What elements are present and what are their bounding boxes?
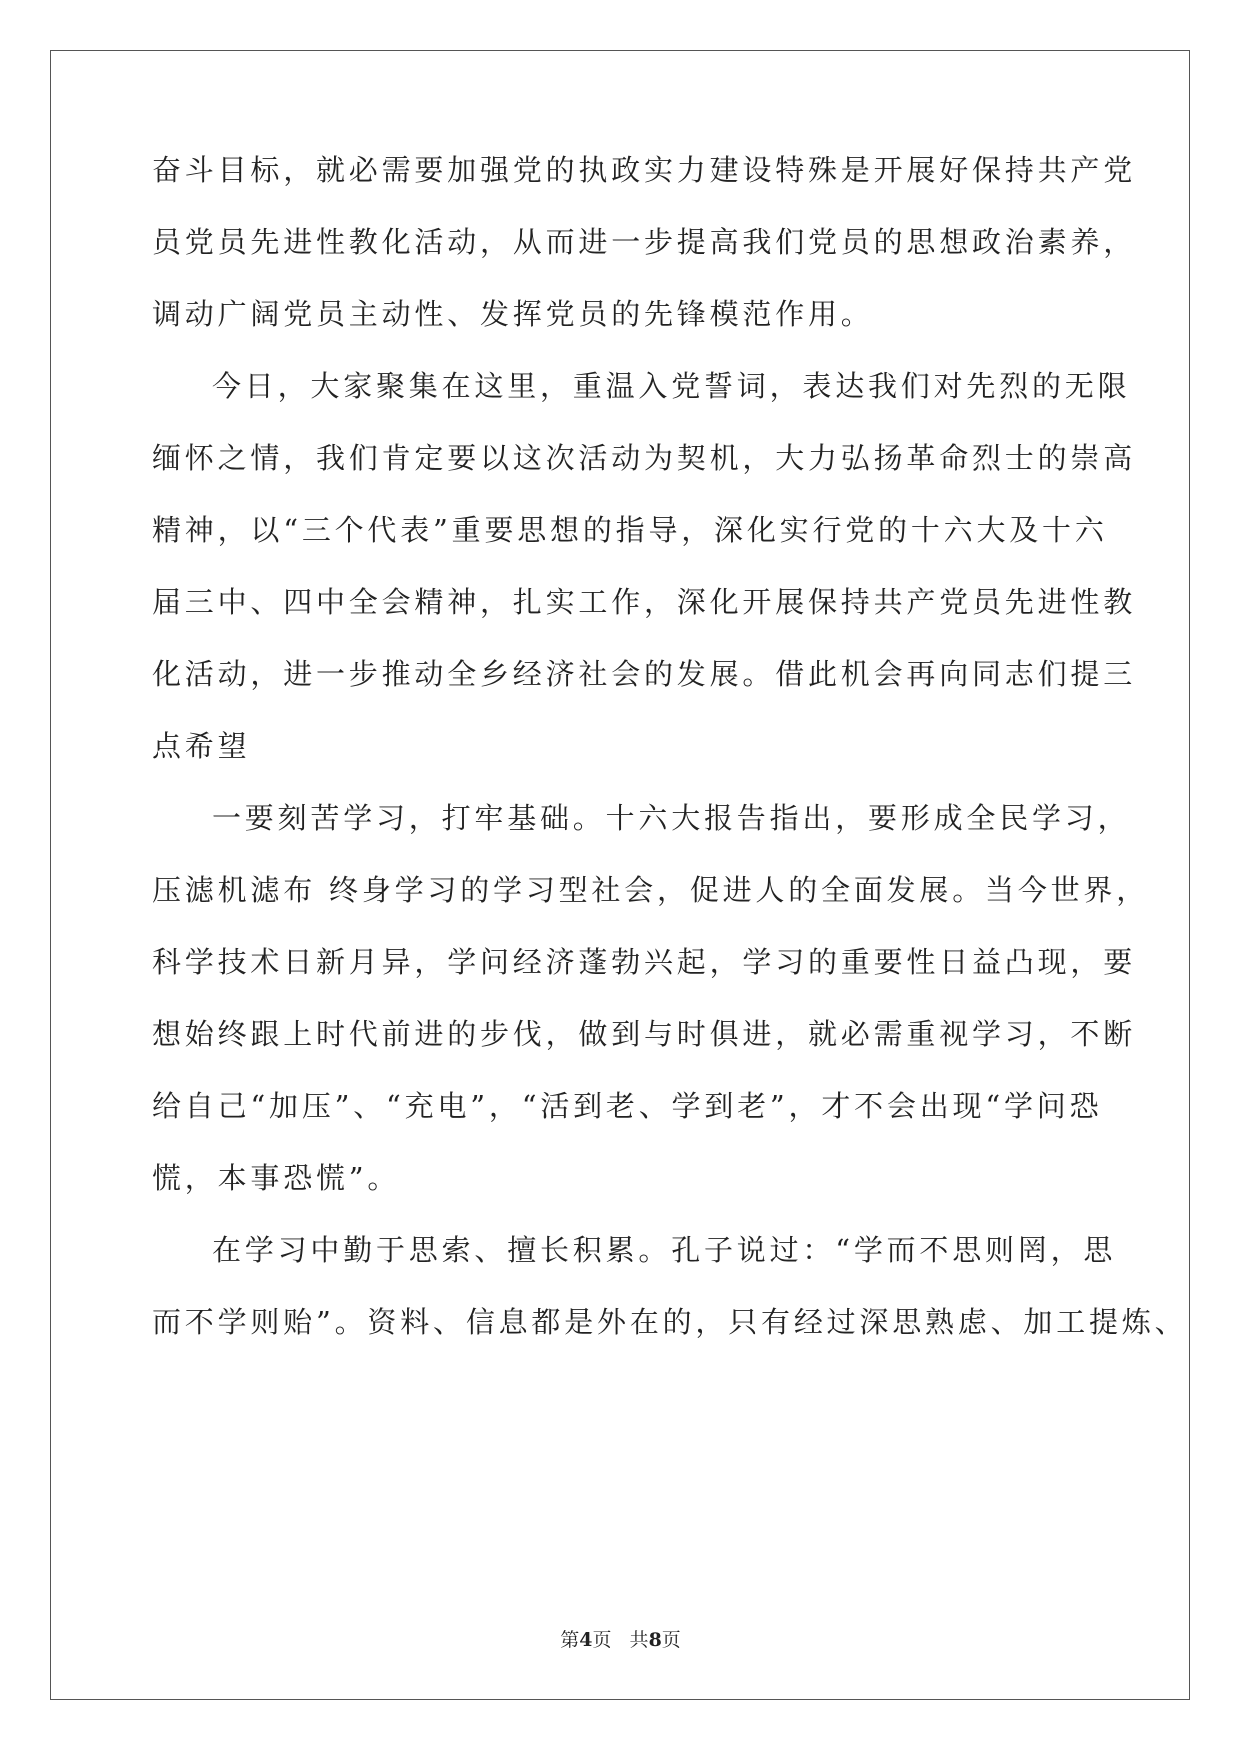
text-line: 慌，本事恐慌”。 bbox=[152, 1161, 401, 1195]
text-line: 化活动，进一步推动全乡经济社会的发展。借此机会再向同志们提三 bbox=[152, 657, 1137, 691]
footer-prefix: 第 bbox=[560, 1629, 580, 1651]
text-line: 员党员先进性教化活动，从而进一步提高我们党员的思想政治素养， bbox=[152, 225, 1137, 259]
paragraph-first-line: 在学习中勤于思索、擅长积累。孔子说过：“学而不思则罔，思 bbox=[212, 1233, 1117, 1267]
paragraph-first-line: 一要刻苦学习，打牢基础。十六大报告指出，要形成全民学习， bbox=[212, 801, 1131, 835]
text-line: 点希望 bbox=[152, 729, 251, 763]
page-footer bbox=[0, 1628, 1241, 1652]
text-line: 缅怀之情，我们肯定要以这次活动为契机，大力弘扬革命烈士的崇高 bbox=[152, 441, 1137, 475]
text-line: 届三中、四中全会精神，扎实工作，深化开展保持共产党员先进性教 bbox=[152, 585, 1137, 619]
text-line: 想始终跟上时代前进的步伐，做到与时俱进，就必需重视学习，不断 bbox=[152, 1017, 1137, 1051]
total-pages-number: 8 bbox=[648, 1629, 662, 1651]
text-line: 压滤机滤布 终身学习的学习型社会，促进人的全面发展。当今世界， bbox=[152, 873, 1150, 907]
paragraph-first-line: 今日，大家聚集在这里，重温入党誓词，表达我们对先烈的无限 bbox=[212, 369, 1131, 403]
text-line: 给自己“加压”、“充电”，“活到老、学到老”，才不会出现“学问恐 bbox=[152, 1089, 1103, 1123]
text-line: 科学技术日新月异，学问经济蓬勃兴起，学习的重要性日益凸现，要 bbox=[152, 945, 1137, 979]
text-line: 调动广阔党员主动性、发挥党员的先锋模范作用。 bbox=[152, 297, 874, 331]
text-line: 而不学则贻”。资料、信息都是外在的，只有经过深思熟虑、加工提炼、 bbox=[152, 1305, 1188, 1339]
footer-suffix: 页 bbox=[661, 1629, 681, 1651]
footer-middle: 页 共 bbox=[592, 1629, 649, 1651]
text-line: 精神，以“三个代表”重要思想的指导，深化实行党的十六大及十六 bbox=[152, 513, 1108, 547]
current-page-number: 4 bbox=[579, 1629, 593, 1651]
text-line: 奋斗目标，就必需要加强党的执政实力建设特殊是开展好保持共产党 bbox=[152, 153, 1137, 187]
